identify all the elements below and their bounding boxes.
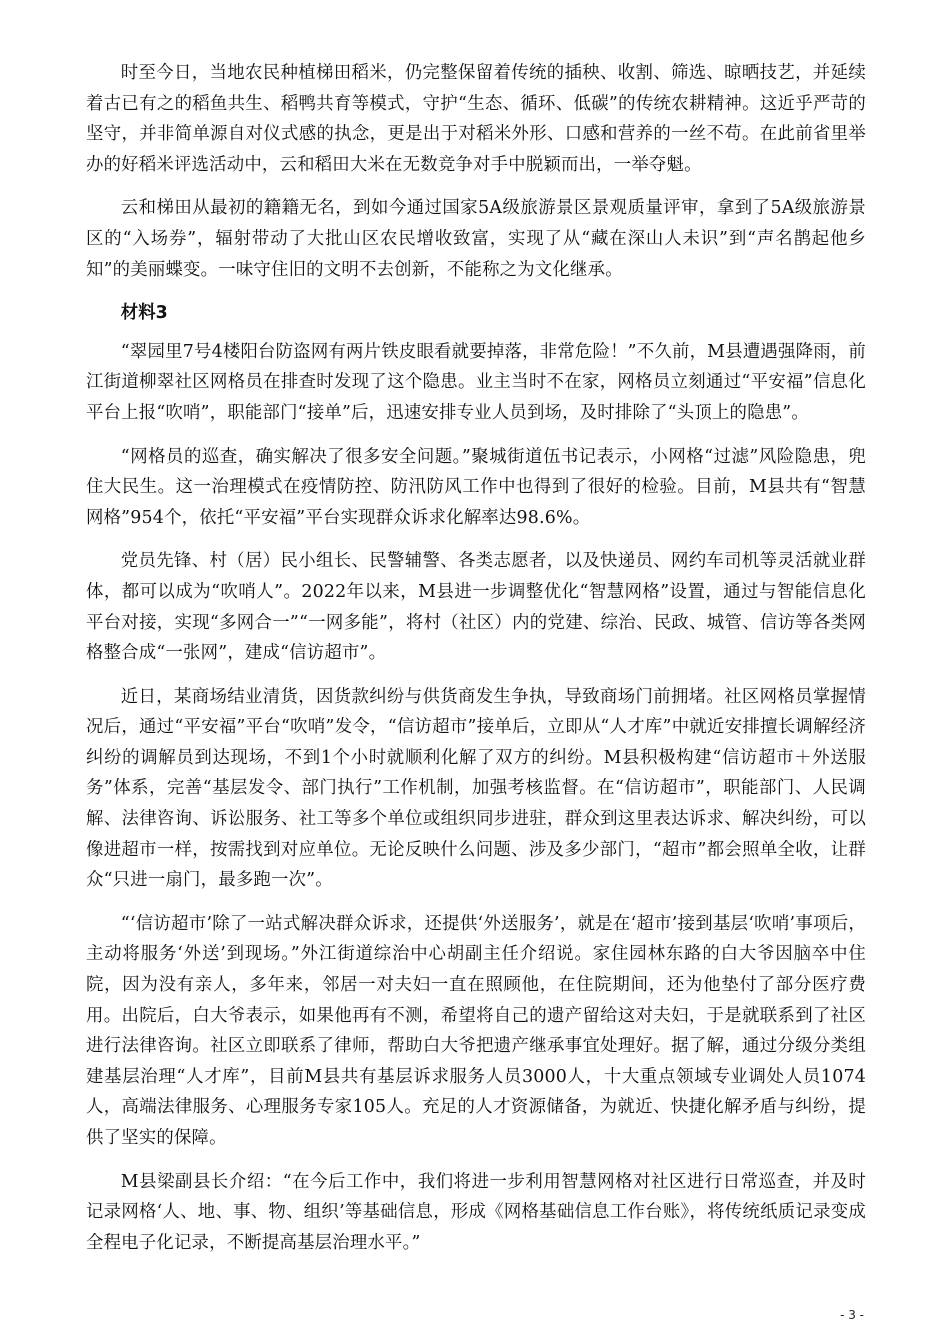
section-heading: 材料3 — [120, 303, 168, 324]
body-paragraph: 时至今日，当地农民种植梯田稻米，仍完整保留着传统的插秧、收割、筛选、晾晒技艺，并延续着古已有之的稻鱼共生、稻鸭共育等模式，守护“生态、循环、低碳”的传统农耕精神。这近乎严苛的坚守，并非简单源自对仪式感的执念，更是出于对稻米外形、口感和营养的一丝不苟。在此前省里举办的好稻米评选活动中，云和稻田大米在无数竞争对手中脱颖而出，一举夺魁。 — [86, 63, 866, 175]
body-paragraph: 党员先锋、村（居）民小组长、民警辅警、各类志愿者，以及快递员、网约车司机等灵活就业群体，都可以成为“吹哨人”。2022年以来，M县进一步调整优化“智慧网格”设置，通过与智能信息化平台对接，实现“多网合一”“一网多能”，将村（社区）内的党建、综治、民政、城管、信访等各类网格整合成“一张网”，建成“信访超市”。 — [86, 551, 866, 664]
body-paragraph: “翠园里7号4楼阳台防盗网有两片铁皮眼看就要掉落，非常危险！”不久前，M县遭遇强降雨，前江街道柳翠社区网格员在排查时发现了这个隐患。业主当时不在家，网格员立刻通过“平安福”信息化平台上报“吹哨”，职能部门“接单”后，迅速安排专业人员到场，及时排除了“头顶上的隐患”。 — [86, 341, 866, 423]
body-paragraph: “‘信访超市’除了一站式解决群众诉求，还提供‘外送服务’，就是在‘超市’接到基层‘吹哨’事项后，主动将服务‘外送’到现场。”外江街道综治中心胡副主任介绍说。家住园林东路的白大爷因脑卒中住院，因为没有亲人，多年来，邻居一对夫妇一直在照顾他，在住院期间，还为他垫付了部分医疗费用。出院后，白大爷表示，如果他再有不测，希望将自己的遗产留给这对夫妇，于是就联系到了社区进行法律咨询。社区立即联系了律师，帮助白大爷把遗产继承事宜处理好。据了解，通过分级分类组建基层治理“人才库”，目前M县共有基层诉求服务人员3000人，十大重点领域专业调处人员1074人，高端法律服务、心理服务专家105人。充足的人才资源储备，为就近、快捷化解矛盾与纠纷，提供了坚实的保障。 — [86, 913, 866, 1148]
document-body — [86, 58, 866, 1271]
body-paragraph: “网格员的巡查，确实解决了很多安全问题。”聚城街道伍书记表示，小网格“过滤”风险隐患，兜住大民生。这一治理模式在疫情防控、防汛防风工作中也得到了很好的检验。目前，M县共有“智慧网格”954个，依托“平安福”平台实现群众诉求化解率达98.6%。 — [86, 446, 866, 528]
page-number: - 3 - — [840, 1308, 864, 1322]
body-paragraph: 云和梯田从最初的籍籍无名，到如今通过国家5A级旅游景区景观质量评审，拿到了5A级旅游景区的“入场券”，辐射带动了大批山区农民增收致富，实现了从“藏在深山人未识”到“声名鹊起他乡知”的美丽蝶变。一味守住旧的文明不去创新，不能称之为文化继承。 — [86, 198, 866, 280]
body-paragraph: 近日，某商场结业清货，因货款纠纷与供货商发生争执，导致商场门前拥堵。社区网格员掌握情况后，通过“平安福”平台“吹哨”发令，“信访超市”接单后，立即从“人才库”中就近安排擅长调解经济纠纷的调解员到达现场，不到1个小时就顺利化解了双方的纠纷。M县积极构建“信访超市＋外送服务”体系，完善“基层发令、部门执行”工作机制，加强考核监督。在“信访超市”，职能部门、人民调解、法律咨询、诉讼服务、社工等多个单位或组织同步进驻，群众到这里表达诉求、解决纠纷，可以像进超市一样，按需找到对应单位。无论反映什么问题、涉及多少部门，“超市”都会照单全收，让群众“只进一扇门，最多跑一次”。 — [86, 686, 866, 891]
body-paragraph: M县梁副县长介绍：“在今后工作中，我们将进一步利用智慧网格对社区进行日常巡查，并及时记录网格‘人、地、事、物、组织’等基础信息，形成《网格基础信息工作台账》，将传统纸质记录变成全程电子化记录，不断提高基层治理水平。” — [86, 1171, 866, 1253]
